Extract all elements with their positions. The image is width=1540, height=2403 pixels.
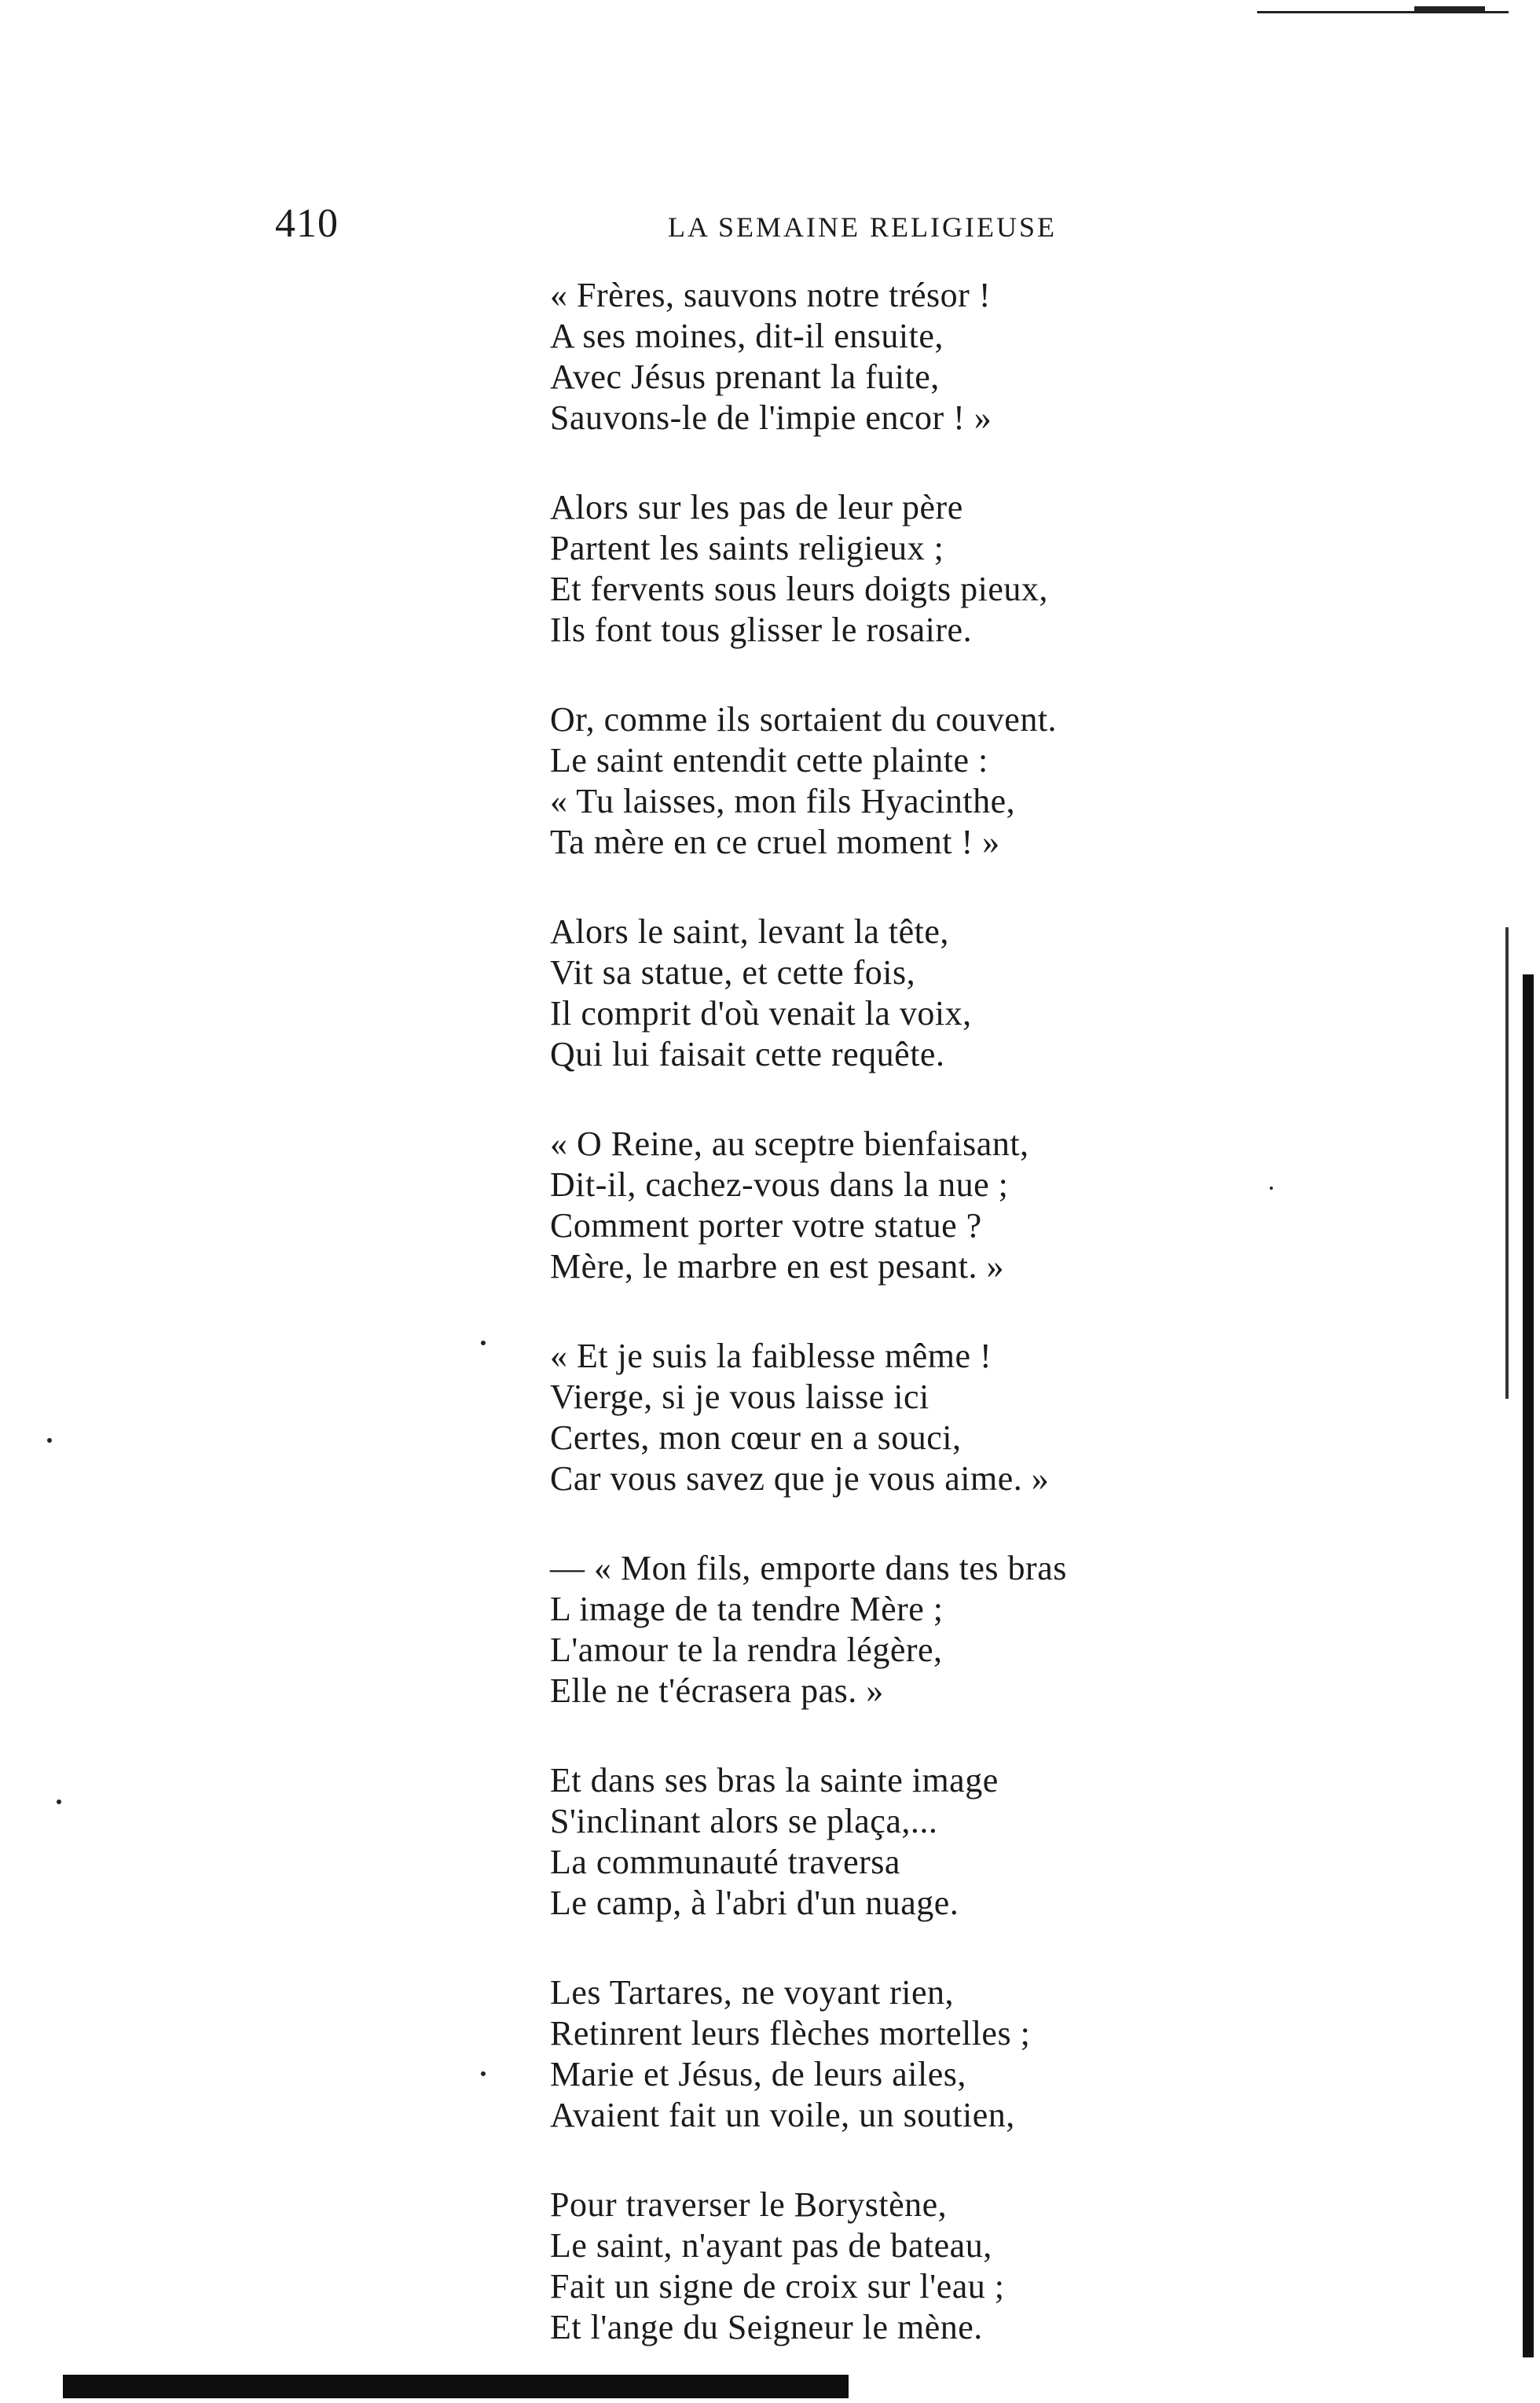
verse-line: Et l'ange du Seigneur le mène. [550, 2308, 983, 2346]
verse-line: La communauté traversa [550, 1843, 900, 1881]
verse-line: Et fervents sous leurs doigts pieux, [550, 570, 1048, 608]
scan-edge-shadow [1523, 974, 1534, 2357]
scan-speck [57, 1799, 61, 1804]
verse-line: Car vous savez que je vous aime. » [550, 1459, 1050, 1498]
stanza [550, 699, 1147, 863]
verse-line: Marie et Jésus, de leurs ailes, [550, 2055, 966, 2093]
verse-line: Le saint, n'ayant pas de bateau, [550, 2226, 992, 2265]
stanza [550, 2185, 1147, 2348]
verse-line: Sauvons-le de l'impie encor ! » [550, 398, 992, 437]
stanza [550, 1124, 1147, 1287]
verse-line: Vierge, si je vous laisse ici [550, 1378, 930, 1416]
verse-line: « Et je suis la faiblesse même ! [550, 1337, 992, 1375]
verse-line: A ses moines, dit-il ensuite, [550, 317, 944, 355]
verse-line: « Frères, sauvons notre trésor ! [550, 276, 991, 314]
verse-line: Elle ne t'écrasera pas. » [550, 1671, 884, 1710]
verse-line: L image de ta tendre Mère ; [550, 1590, 944, 1628]
verse-line: Fait un signe de croix sur l'eau ; [550, 2267, 1005, 2306]
verse-line: Comment porter votre statue ? [550, 1206, 982, 1245]
verse-line: Retinrent leurs flèches mortelles ; [550, 2014, 1031, 2053]
verse-line: Avec Jésus prenant la fuite, [550, 358, 940, 396]
page-number: 410 [275, 201, 339, 246]
verse-line: Il comprit d'où venait la voix, [550, 994, 972, 1033]
scan-speck [1270, 1187, 1273, 1190]
verse-line: « Tu laisses, mon fils Hyacinthe, [550, 782, 1016, 820]
stanza [550, 1760, 1147, 1924]
stanza [550, 912, 1147, 1075]
verse-line: Alors sur les pas de leur père [550, 488, 963, 526]
verse-line: Les Tartares, ne voyant rien, [550, 1973, 954, 2012]
page-header [275, 200, 1100, 248]
verse-line: Qui lui faisait cette requête. [550, 1035, 945, 1073]
stanza [550, 1336, 1147, 1499]
verse-line: Pour traverser le Borystène, [550, 2185, 948, 2224]
stanza [550, 275, 1147, 438]
verse-line: Or, comme ils sortaient du couvent. [550, 700, 1058, 739]
scan-speck [481, 2071, 486, 2076]
scan-speck [481, 1341, 486, 1345]
running-head: LA SEMAINE RELIGIEUSE [668, 211, 1057, 243]
verse-line: Avaient fait un voile, un soutien, [550, 2096, 1015, 2134]
verse-line: Ta mère en ce cruel moment ! » [550, 823, 1000, 861]
verse-line: Mère, le marbre en est pesant. » [550, 1247, 1004, 1286]
verse-line: S'inclinant alors se plaça,... [550, 1802, 938, 1840]
verse-line: — « Mon fils, emporte dans tes bras [550, 1549, 1067, 1587]
scan-edge-shadow [1505, 927, 1509, 1399]
verse-line: Et dans ses bras la sainte image [550, 1761, 999, 1799]
verse-line: Certes, mon cœur en a souci, [550, 1418, 962, 1457]
stanza [550, 1548, 1147, 1711]
scan-speck [47, 1438, 52, 1443]
verse-line: « O Reine, au sceptre bienfaisant, [550, 1124, 1029, 1163]
top-rule-mark-thick [1414, 6, 1485, 13]
verse-line: Ils font tous glisser le rosaire. [550, 611, 973, 649]
scan-bottom-edge [63, 2375, 849, 2398]
verse-line: Le saint entendit cette plainte : [550, 741, 988, 780]
verse-line: Alors le saint, levant la tête, [550, 912, 949, 951]
stanza [550, 1972, 1147, 2136]
poem [550, 275, 1147, 2397]
verse-line: Partent les saints religieux ; [550, 529, 944, 567]
verse-line: Vit sa statue, et cette fois, [550, 953, 916, 992]
verse-line: Le camp, à l'abri d'un nuage. [550, 1884, 959, 1922]
verse-line: Dit-il, cachez-vous dans la nue ; [550, 1165, 1009, 1204]
verse-line: L'amour te la rendra légère, [550, 1631, 943, 1669]
stanza [550, 487, 1147, 651]
